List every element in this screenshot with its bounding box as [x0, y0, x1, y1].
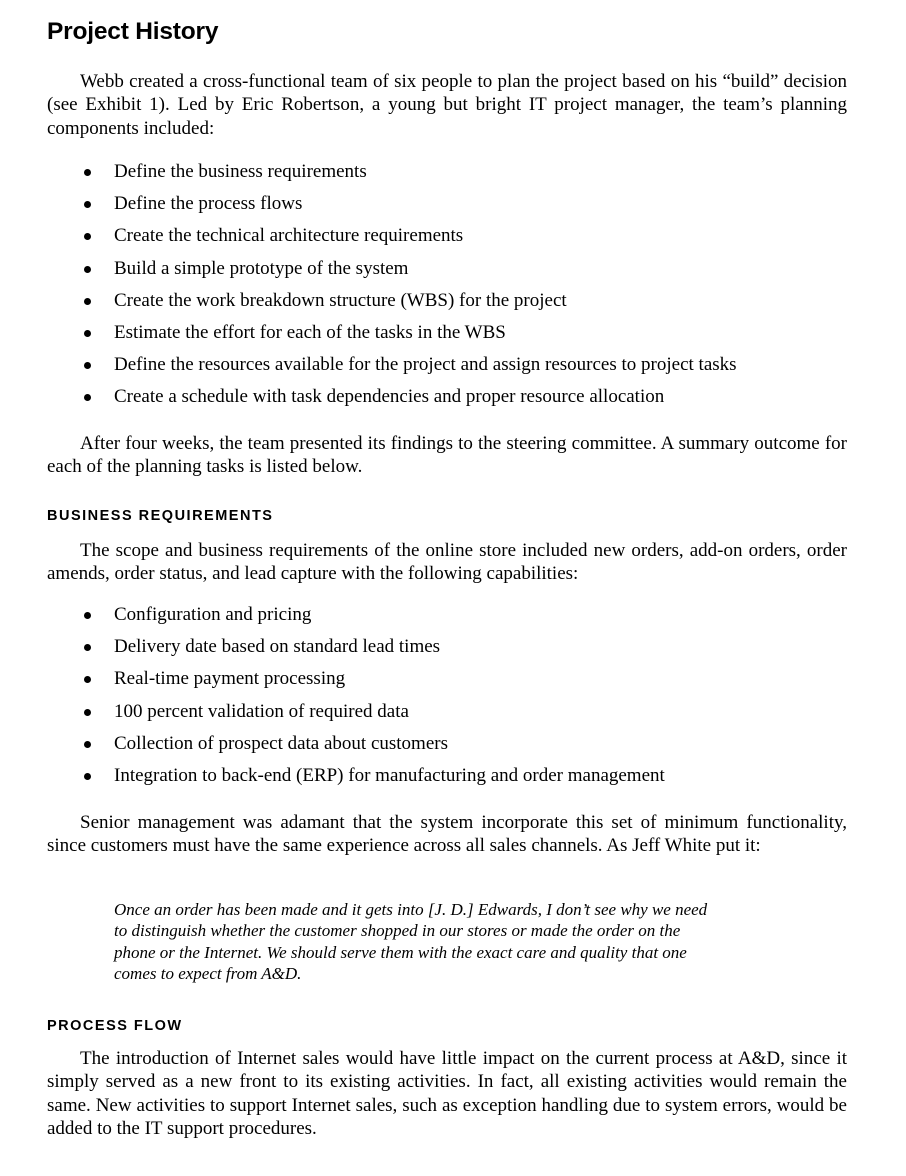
- management-paragraph: Senior management was adamant that the system incorporate this set of minimum functionality, since customers must have the same experience across all sales channels. As Jeff White put it:: [47, 812, 847, 857]
- bullet-icon: [84, 773, 91, 780]
- list-item: Define the process flows: [47, 192, 847, 224]
- planning-components-list: [47, 160, 847, 418]
- bullet-icon: [84, 233, 91, 240]
- bullet-icon: [84, 612, 91, 619]
- jeff-white-quote: [114, 899, 774, 985]
- list-item: Create the technical architecture requirements: [47, 224, 847, 256]
- list-item: Build a simple prototype of the system: [47, 257, 847, 289]
- bullet-icon: [84, 169, 91, 176]
- bullet-icon: [84, 330, 91, 337]
- intro-paragraph: Webb created a cross-functional team of six people to plan the project based on his “build” decision (see Exhibit 1). Led by Eric Robertson, a young but bright IT project manager, the team’s planning components included:: [47, 71, 847, 139]
- capabilities-list: [47, 603, 847, 796]
- quote-line: Once an order has been made and it gets into [J. D.] Edwards, I don’t see why we need: [114, 900, 708, 919]
- bullet-icon: [84, 709, 91, 716]
- process-flow-heading: PROCESS FLOW: [47, 1018, 183, 1034]
- list-item: Configuration and pricing: [47, 603, 847, 635]
- bullet-icon: [84, 394, 91, 401]
- list-item: Collection of prospect data about customers: [47, 732, 847, 764]
- quote-line: comes to expect from A&D.: [114, 964, 302, 984]
- bullet-icon: [84, 298, 91, 305]
- quote-line: to distinguish whether the customer shopped in our stores or made the order on the: [114, 921, 681, 941]
- bullet-icon: [84, 266, 91, 273]
- bullet-icon: [84, 644, 91, 651]
- list-item: Create the work breakdown structure (WBS) for the project: [47, 289, 847, 321]
- list-item: Real-time payment processing: [47, 667, 847, 699]
- process-flow-paragraph: The introduction of Internet sales would have little impact on the current process at A&D, since it simply served as a new front to its existing activities. In fact, all existing activities would remain the same. New activities to support Internet sales, such as exception handling due to system errors, would be added to the IT support procedures.: [47, 1048, 847, 1139]
- quote-line: phone or the Internet. We should serve them with the exact care and quality that one: [114, 942, 687, 962]
- list-item: Define the business requirements: [47, 160, 847, 192]
- list-item: Create a schedule with task dependencies and proper resource allocation: [47, 385, 847, 417]
- business-requirements-paragraph: The scope and business requirements of the online store included new orders, add-on orders, order amends, order status, and lead capture with the following capabilities:: [47, 540, 847, 585]
- list-item: Estimate the effort for each of the tasks in the WBS: [47, 321, 847, 353]
- bullet-icon: [84, 676, 91, 683]
- bullet-icon: [84, 741, 91, 748]
- bullet-icon: [84, 201, 91, 208]
- page-title: Project History: [47, 18, 219, 45]
- list-item: Define the resources available for the project and assign resources to project tasks: [47, 353, 847, 385]
- list-item: Delivery date based on standard lead times: [47, 635, 847, 667]
- list-item: 100 percent validation of required data: [47, 700, 847, 732]
- findings-paragraph: After four weeks, the team presented its findings to the steering committee. A summary outcome for each of the planning tasks is listed below.: [47, 433, 847, 478]
- list-item: Integration to back-end (ERP) for manufacturing and order management: [47, 764, 847, 796]
- bullet-icon: [84, 362, 91, 369]
- business-requirements-heading: BUSINESS REQUIREMENTS: [47, 508, 274, 524]
